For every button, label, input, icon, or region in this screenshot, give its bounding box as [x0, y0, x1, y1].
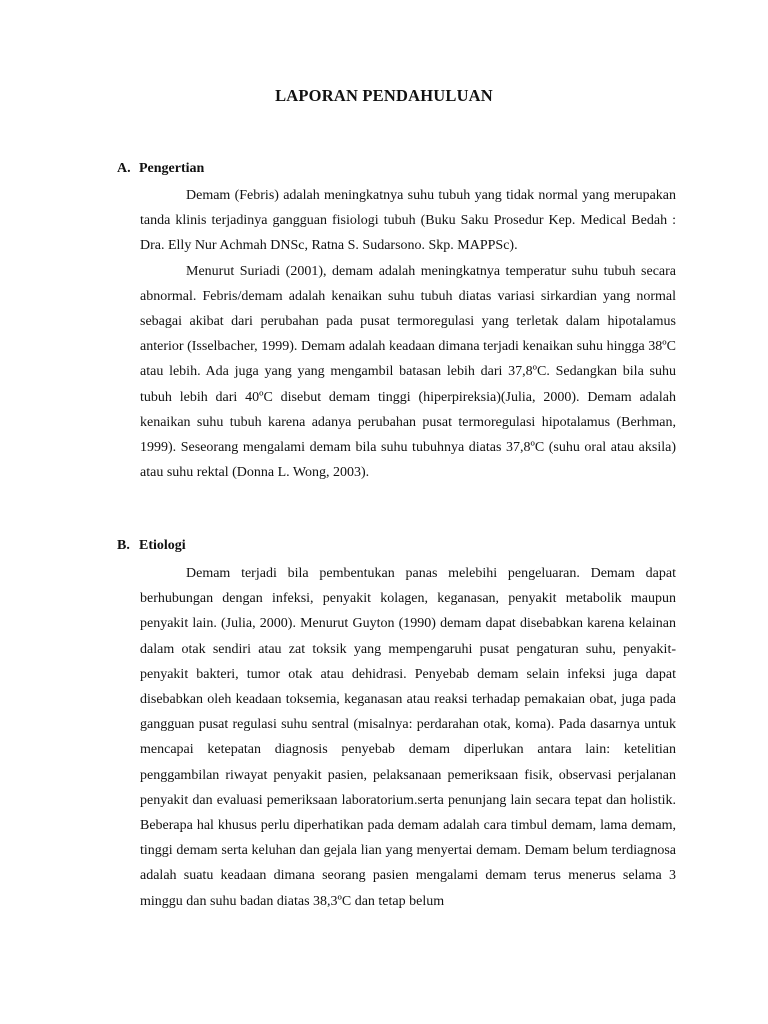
section-letter: A. — [117, 161, 131, 176]
section-title: Pengertian — [139, 161, 205, 176]
section-letter: B. — [117, 538, 130, 553]
section-title: Etiologi — [139, 538, 186, 553]
paragraph: Menurut Suriadi (2001), demam adalah meningkatnya temperatur suhu tubuh secara abnormal. Febris/demam adalah kenaikan suhu tubuh diatas variasi sirkardian yang normal sebagai akibat dari perubahan pada pusat termoregulasi yang terletak dalam hipotalamus anterior (Isselbacher, 1999). Demam adalah keadaan dimana terjadi kenaikan suhu hingga 38ºC atau lebih. Ada juga yang yang mengambil batasan lebih dari 37,8ºC. Sedangkan bila suhu tubuh lebih dari 40ºC disebut demam tinggi (hiperpireksia)(Julia, 2000). Demam adalah kenaikan suhu tubuh karena adanya perubahan pusat termoregulasi hipotalamus (Berhman, 1999). Seseorang mengalami demam bila suhu tubuhnya diatas 37,8ºC (suhu oral atau aksila) atau suhu rektal (Donna L. Wong, 2003). — [140, 263, 676, 481]
section-body-etiologi — [140, 561, 676, 914]
document-title: LAPORAN PENDAHULUAN — [275, 86, 493, 105]
section-body-pengertian — [140, 183, 676, 485]
paragraph: Demam terjadi bila pembentukan panas melebihi pengeluaran. Demam dapat berhubungan dengan infeksi, penyakit kolagen, keganasan, penyakit metabolik maupun penyakit lain. (Julia, 2000). Menurut Guyton (1990) demam dapat disebabkan karena kelainan dalam otak sendiri atau zat toksik yang mempengaruhi pusat pengaturan suhu, penyakit-penyakit bakteri, tumor otak atau dehidrasi. Penyebab demam selain infeksi juga dapat disebabkan oleh keadaan toksemia, keganasan atau reaksi terhadap pemakaian obat, juga pada gangguan pusat regulasi suhu sentral (misalnya: perdarahan otak, koma). Pada dasarnya untuk mencapai ketepatan diagnosis penyebab demam diperlukan antara lain: ketelitian penggambilan riwayat penyakit pasien, pelaksanaan pemeriksaan fisik, observasi perjalanan penyakit dan evaluasi pemeriksaan laboratorium.serta penunjang lain secara tepat dan holistik. Beberapa hal khusus perlu diperhatikan pada demam adalah cara timbul demam, lama demam, tinggi demam serta keluhan dan gejala lian yang menyertai demam. Demam belum terdiagnosa adalah suatu keadaan dimana seorang pasien mengalami demam terus menerus selama 3 minggu dan suhu badan diatas 38,3ºC dan tetap belum — [140, 566, 676, 909]
section-heading-pengertian — [117, 161, 204, 177]
section-heading-etiologi — [117, 538, 186, 554]
paragraph: Demam (Febris) adalah meningkatnya suhu tubuh yang tidak normal yang merupakan tanda klinis terjadinya gangguan fisiologi tubuh (Buku Saku Prosedur Kep. Medical Bedah : Dra. Elly Nur Achmah DNSc, Ratna S. Sudarsono. Skp. MAPPSc). — [140, 188, 676, 254]
